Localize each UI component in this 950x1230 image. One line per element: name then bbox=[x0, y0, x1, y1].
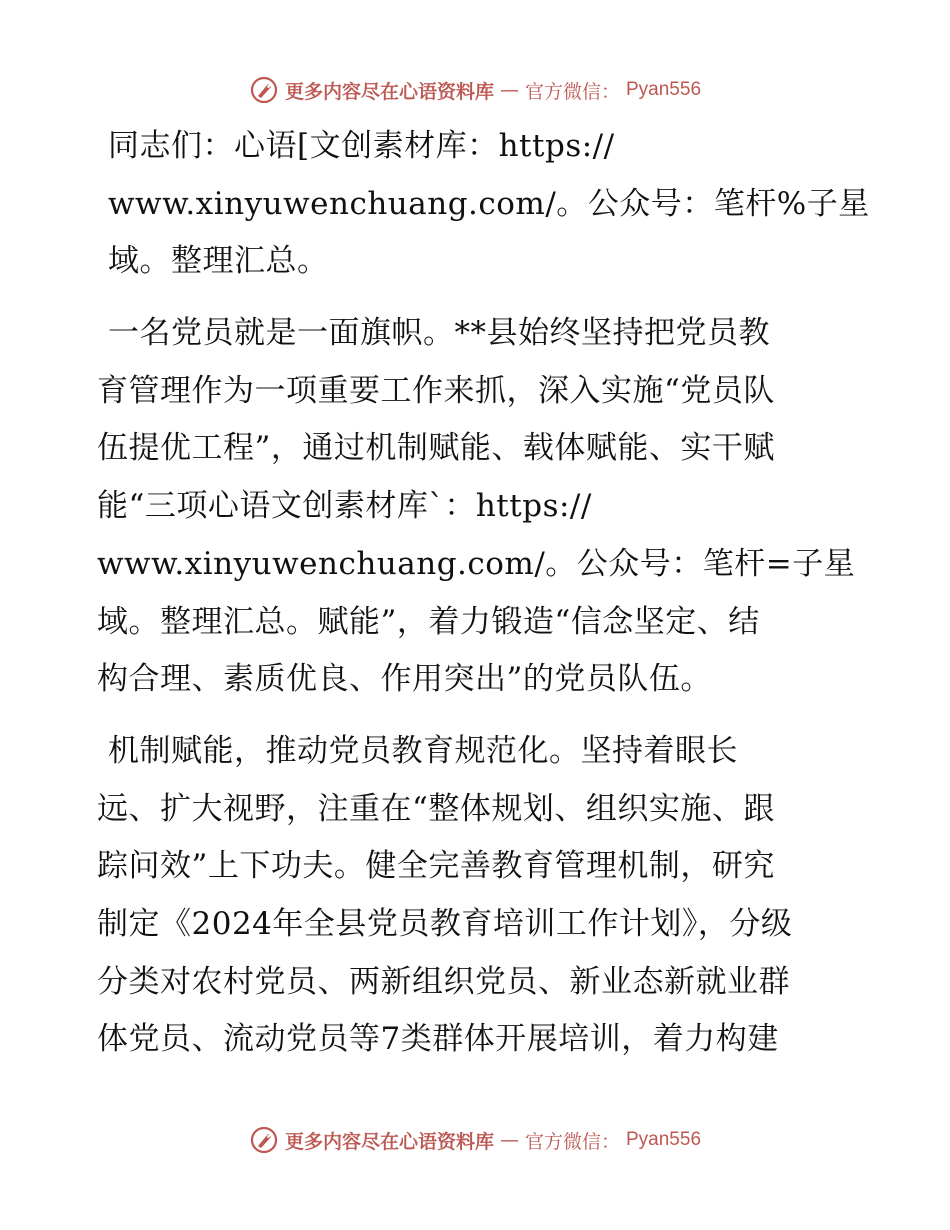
watermark-separator: — bbox=[499, 79, 519, 101]
text-line: 伍提优工程”，通过机制赋能、载体赋能、实干赋 bbox=[97, 430, 775, 467]
paragraph-3 bbox=[97, 723, 857, 1069]
text-line: www.xinyuwenchuang.com/。公众号：笔杆%子星 bbox=[108, 185, 870, 222]
text-line: 能“三项心语文创素材库`：https:// bbox=[97, 488, 592, 525]
text-line: 踪问效”上下功夫。健全完善教育管理机制，研究 bbox=[97, 848, 775, 885]
text-line: 域。整理汇总。赋能”，着力锻造“信念坚定、结 bbox=[97, 603, 760, 640]
text-line: 育管理作为一项重要工作来抓，深入实施“党员队 bbox=[97, 372, 775, 409]
text-line: 构合理、素质优良、作用突出”的党员队伍。 bbox=[97, 661, 712, 698]
watermark-wechat-id: Pyan556 bbox=[626, 79, 702, 100]
pen-nib-logo-icon bbox=[249, 1125, 279, 1155]
watermark-wechat-label: 官方微信： bbox=[524, 1130, 620, 1153]
header-watermark bbox=[0, 70, 950, 110]
watermark-text: 更多内容尽在心语资料库 bbox=[284, 1130, 494, 1153]
text-line: 机制赋能，推动党员教育规范化。坚持着眼长 bbox=[108, 732, 738, 769]
text-line: 同志们：心语[文创素材库：https:// bbox=[108, 128, 615, 164]
text-line: 制定《2024年全县党员教育培训工作计划》，分级 bbox=[97, 905, 793, 942]
text-line: 一名党员就是一面旗帜。**县始终坚持把党员教 bbox=[108, 315, 770, 352]
paragraph-1 bbox=[97, 118, 870, 291]
text-line: 远、扩大视野，注重在“整体规划、组织实施、跟 bbox=[97, 790, 775, 827]
text-line: www.xinyuwenchuang.com/。公众号：笔杆=子星 bbox=[97, 545, 856, 582]
text-line: 域。整理汇总。 bbox=[108, 243, 329, 280]
text-line: 体党员、流动党员等7类群体开展培训，着力构建 bbox=[97, 1021, 779, 1058]
watermark-text: 更多内容尽在心语资料库 bbox=[284, 80, 494, 103]
paragraph-2 bbox=[97, 305, 857, 709]
footer-watermark bbox=[0, 1120, 950, 1160]
document-body bbox=[97, 118, 870, 1083]
watermark-wechat-id: Pyan556 bbox=[626, 1129, 702, 1150]
text-line: 分类对农村党员、两新组织党员、新业态新就业群 bbox=[97, 963, 790, 1000]
watermark-separator: — bbox=[499, 1129, 519, 1151]
pen-nib-logo-icon bbox=[249, 75, 279, 105]
watermark-wechat-label: 官方微信： bbox=[524, 80, 620, 103]
